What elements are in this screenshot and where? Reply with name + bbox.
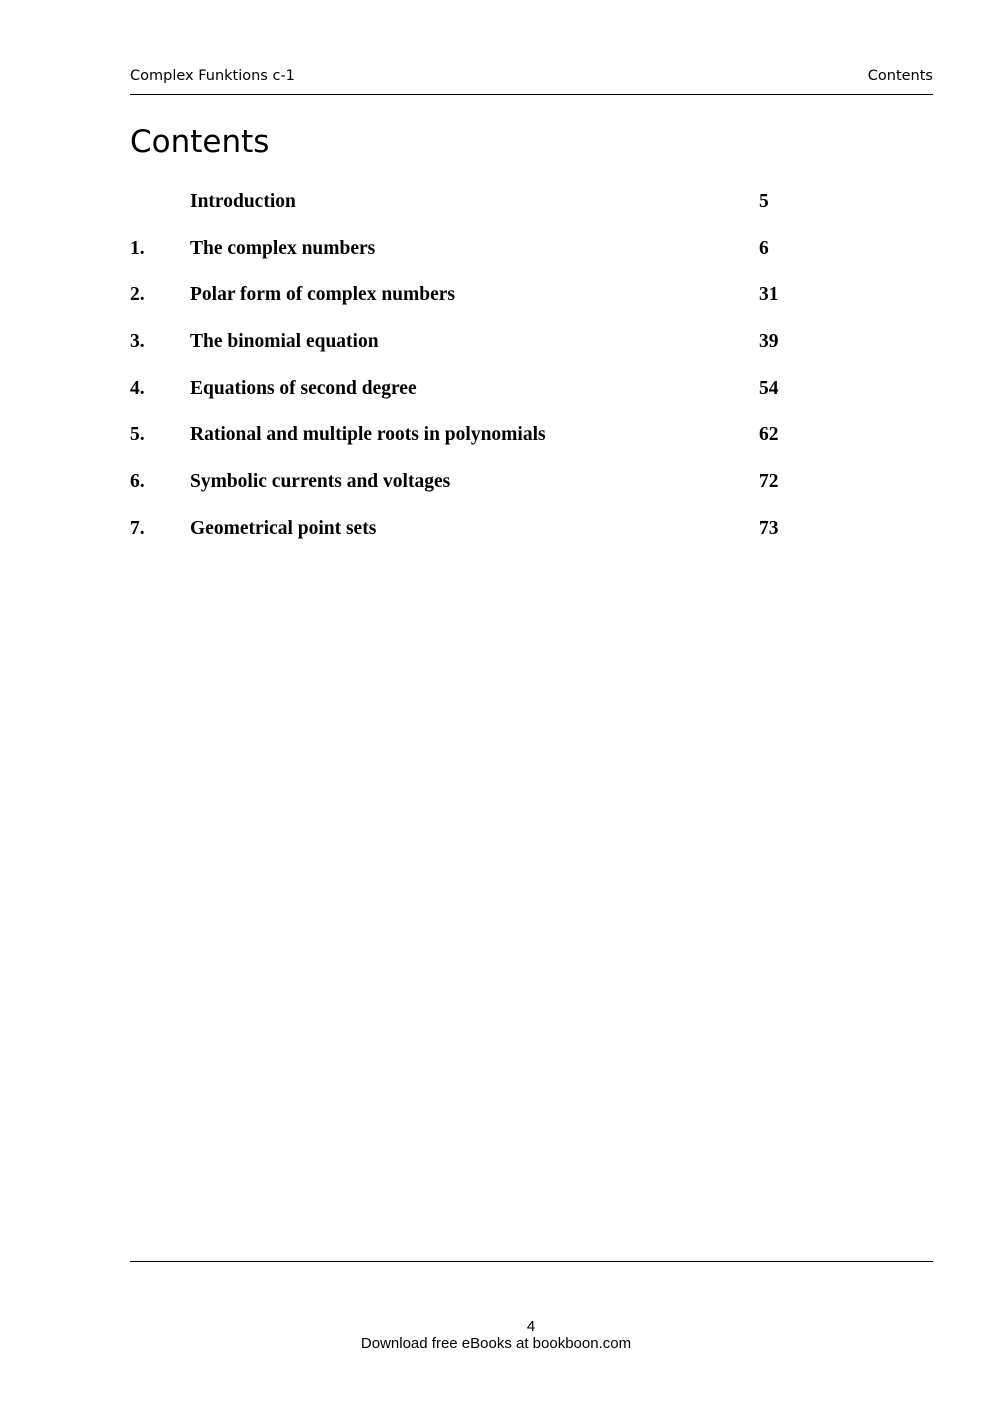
toc-entry-title: Rational and multiple roots in polynomials: [190, 424, 546, 446]
toc-entry-number: 5.: [130, 424, 145, 446]
table-of-contents: [130, 189, 830, 563]
toc-entry-introduction[interactable]: [130, 189, 830, 236]
toc-entry-number: 2.: [130, 284, 145, 306]
header-section-title: Contents: [867, 68, 933, 84]
toc-entry-chapter-6[interactable]: [130, 469, 830, 516]
toc-entry-title: The binomial equation: [190, 331, 379, 353]
toc-entry-chapter-2[interactable]: [130, 282, 830, 329]
toc-entry-page: 54: [759, 377, 779, 399]
toc-entry-title: The complex numbers: [190, 237, 376, 259]
toc-entry-number: 4.: [130, 377, 145, 399]
toc-entry-chapter-5[interactable]: [130, 422, 830, 469]
toc-entry-chapter-3[interactable]: [130, 329, 830, 376]
toc-entry-title: Equations of second degree: [190, 377, 417, 399]
toc-entry-page: 31: [759, 284, 779, 306]
toc-entry-title: Polar form of complex numbers: [190, 284, 456, 306]
toc-entry-page: 62: [759, 424, 779, 446]
toc-entry-number: 3.: [130, 331, 145, 353]
toc-entry-title: Geometrical point sets: [190, 517, 377, 539]
page-title: Contents: [130, 124, 270, 160]
toc-entry-chapter-1[interactable]: [130, 236, 830, 283]
toc-entry-page: 5: [759, 191, 769, 212]
page-number: 4: [526, 1318, 536, 1335]
toc-entry-number: 1.: [130, 237, 145, 259]
toc-entry-page: 72: [759, 471, 779, 493]
toc-entry-number: 7.: [130, 517, 145, 539]
running-header: [130, 68, 933, 95]
toc-entry-title: Symbolic currents and voltages: [190, 471, 451, 493]
toc-entry-page: 73: [759, 517, 779, 539]
footer-download-link[interactable]: Download free eBooks at bookboon.com: [360, 1335, 632, 1352]
toc-entry-title: Introduction: [190, 191, 296, 212]
toc-entry-chapter-7[interactable]: [130, 516, 830, 563]
toc-entry-page: 39: [759, 331, 779, 353]
header-book-title: Complex Funktions c-1: [130, 68, 295, 84]
toc-entry-page: 6: [759, 237, 769, 259]
footer-divider: [130, 1261, 933, 1262]
toc-entry-chapter-4[interactable]: [130, 376, 830, 423]
toc-entry-number: 6.: [130, 471, 145, 493]
